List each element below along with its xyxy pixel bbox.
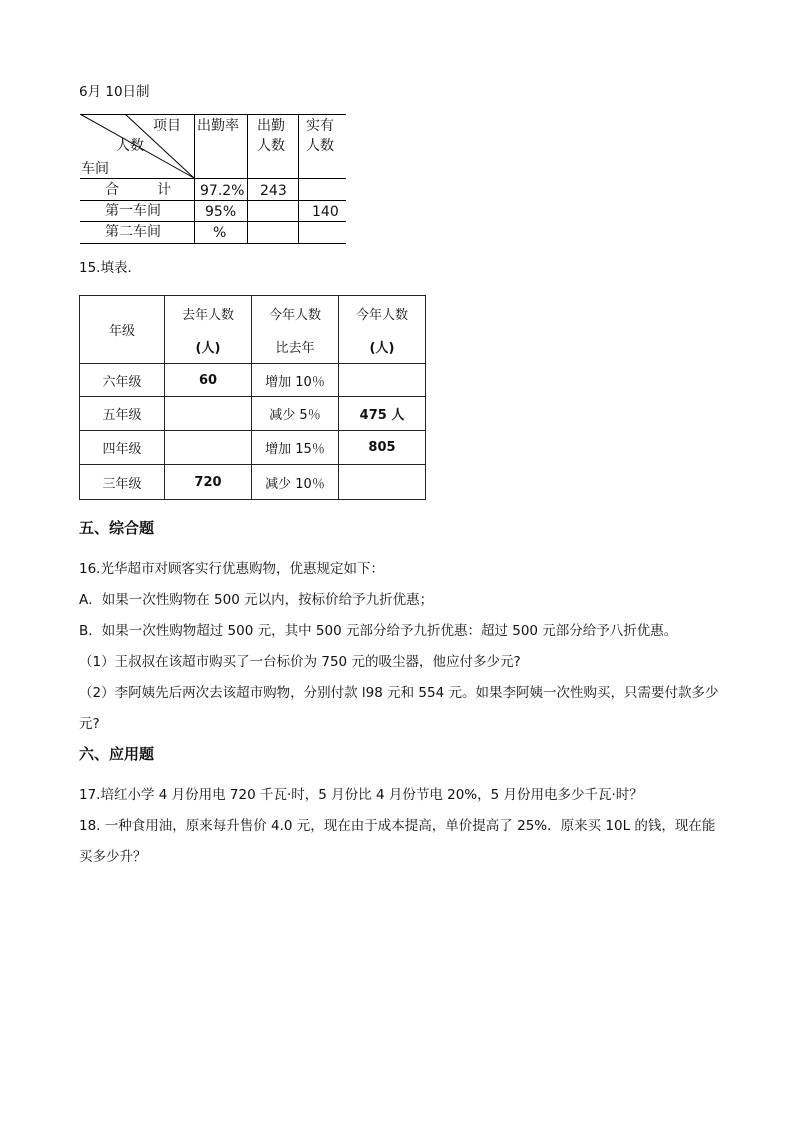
- cell-compare: 增加 10％: [252, 364, 339, 397]
- q16-intro: 16.光华超市对顾客实行优惠购物，优惠规定如下：: [79, 561, 384, 577]
- header-this-year: [339, 296, 426, 364]
- q16-rule-a: A．如果一次性购物在 500 元以内，按标价给予九折优惠；: [79, 592, 434, 608]
- header-grade: [80, 296, 165, 364]
- q16-part-2: 元?: [79, 716, 100, 732]
- cell-grade: 六年级: [80, 364, 165, 397]
- cell-this-year: [339, 364, 426, 397]
- header-compare: [252, 296, 339, 364]
- cell-compare: 增加 15％: [252, 431, 339, 465]
- table-row: [80, 465, 426, 500]
- grade-table: [79, 295, 426, 500]
- row-workshop2-rate: %: [213, 225, 227, 241]
- q18: 买多少升？: [79, 849, 147, 865]
- col-header-present: 出勤: [257, 118, 285, 134]
- row-workshop1-label: 第一车间: [105, 203, 161, 219]
- row-total-label: 计: [157, 182, 171, 198]
- diag-label-item: 项目: [153, 118, 181, 134]
- table-rule: [247, 114, 248, 244]
- q16-part-1: （1）王叔叔在该超市购买了一台标价为 750 元的吸尘器，他应付多少元?: [79, 654, 521, 670]
- row-workshop1-actual: 140: [312, 204, 339, 220]
- cell-grade: 四年级: [80, 431, 165, 465]
- col-header-present: 人数: [257, 138, 285, 154]
- cell-this-year: 805: [339, 431, 426, 465]
- cell-last-year: 60: [165, 364, 252, 397]
- diag-label-people: 人数: [116, 138, 144, 154]
- diag-label-workshop: 车间: [81, 161, 109, 177]
- row-total-present: 243: [260, 183, 287, 199]
- col-header-actual: 实有: [306, 118, 334, 134]
- q18: 18. 一种食用油，原来每升售价 4.0 元，现在由于成本提高，单价提高了 25%．原来买 10L 的钱，现在能: [79, 818, 716, 834]
- row-total-label: 合: [105, 182, 119, 198]
- cell-last-year: 720: [165, 465, 252, 500]
- cell-compare: 减少 10％: [252, 465, 339, 500]
- header-compare-text: 今年人数: [268, 307, 321, 323]
- date-made: 6月 10日制: [79, 84, 150, 100]
- header-last-year-unit: (人): [195, 340, 221, 356]
- header-last-year: [165, 296, 252, 364]
- section-6-heading: 六、应用题: [79, 745, 155, 763]
- table-row: [80, 397, 426, 431]
- cell-compare: 减少 5％: [252, 397, 339, 431]
- col-header-actual: 人数: [306, 138, 334, 154]
- row-total-rate: 97.2%: [200, 183, 245, 199]
- row-workshop2-label: 第二车间: [105, 224, 161, 240]
- attendance-table: [80, 114, 346, 244]
- cell-this-year: 475 人: [339, 397, 426, 431]
- header-grade-text: 年级: [108, 324, 135, 339]
- cell-last-year: [165, 431, 252, 465]
- table-rule: [80, 243, 346, 244]
- cell-this-year: [339, 465, 426, 500]
- q17: 17.培红小学 4 月份用电 720 千瓦·时，5 月份比 4 月份节电 20%，5 月份用电多少千瓦·时？: [79, 787, 643, 803]
- table-rule: [80, 221, 346, 222]
- section-5-heading: 五、综合题: [79, 519, 155, 537]
- col-header-rate: 出勤率: [197, 118, 239, 134]
- cell-grade: 五年级: [80, 397, 165, 431]
- q15-title: 15.填表．: [79, 260, 141, 276]
- q16-rule-b: B．如果一次性购物超过 500 元，其中 500 元部分给予九折优惠：超过 500 元部分给予八折优惠。: [79, 623, 678, 639]
- header-this-year-unit: (人): [369, 340, 395, 356]
- row-workshop1-rate: 95%: [205, 204, 237, 220]
- table-row: [80, 364, 426, 397]
- header-this-year-text: 今年人数: [355, 307, 408, 323]
- table-row: [80, 431, 426, 465]
- table-rule: [298, 114, 299, 244]
- cell-last-year: [165, 397, 252, 431]
- table-rule: [80, 200, 346, 201]
- header-last-year-text: 去年人数: [181, 307, 234, 323]
- header-compare-text: 比去年: [275, 340, 315, 356]
- q16-part-2: （2）李阿姨先后两次去该超市购物，分别付款 l98 元和 554 元。如果李阿姨一次性购买，只需要付款多少: [79, 685, 719, 701]
- cell-grade: 三年级: [80, 465, 165, 500]
